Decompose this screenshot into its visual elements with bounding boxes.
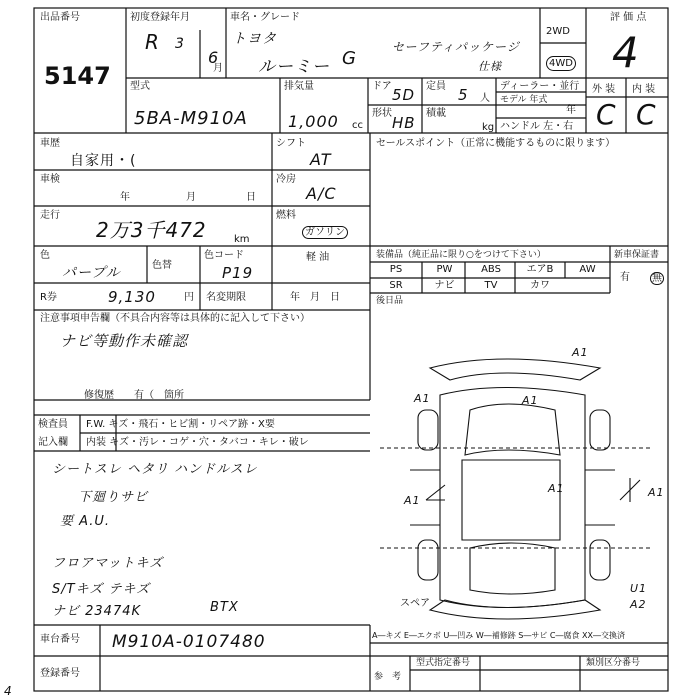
chassis-label: 車台番号 <box>40 634 80 645</box>
shift: AT <box>310 150 332 169</box>
damage-mark: A1 <box>414 392 431 405</box>
interior-damage-row: 内装 キズ・汚レ・コゲ・穴・タバコ・キレ・破レ <box>86 437 309 448</box>
equipment-item: カワ <box>530 280 550 291</box>
usage-label: 車歴 <box>40 138 60 149</box>
damage-mark: U1 <box>630 582 648 595</box>
ac-label: 冷房 <box>276 174 296 185</box>
inspector-note: BTX <box>210 600 239 615</box>
damage-mark: A1 <box>548 482 565 495</box>
mileage: 2万3千472 <box>96 218 207 242</box>
package-note: 仕様 <box>478 60 502 73</box>
car-name-label: 車名・グレード <box>230 12 300 23</box>
year-unit: 年 <box>566 105 576 116</box>
equipment-item: PW <box>436 264 453 275</box>
score-label: 評 価 点 <box>610 12 647 23</box>
fuel-label: 燃料 <box>276 210 296 221</box>
damage-mark: A2 <box>630 598 647 611</box>
color: パープル <box>62 265 121 281</box>
handle-label: ハンドル 左・右 <box>500 121 574 132</box>
damage-mark: A1 <box>648 486 665 499</box>
damage-mark: A1 <box>522 394 539 407</box>
fuel-gasoline: ガソリン <box>302 226 348 239</box>
chassis-number: M910A-0107480 <box>112 632 266 652</box>
load-unit: kg <box>482 122 495 133</box>
inspector-note: シートスレ ヘタリ ハンドルスレ <box>52 462 258 477</box>
transfer-units: 年 月 日 <box>290 292 340 303</box>
package: セーフティパッケージ <box>392 40 520 54</box>
damage-legend: A―キズ E―エクボ U―凹み W―補修跡 S―サビ C―腐食 XX―交換済 <box>372 631 626 640</box>
color-label: 色 <box>40 250 50 261</box>
damage-mark: A1 <box>572 346 589 359</box>
category-label: 類別区分番号 <box>586 658 641 668</box>
recycle-yen: 円 <box>184 292 194 303</box>
drive-2wd: 2WD <box>546 26 570 37</box>
corner-mark: 4 <box>4 684 13 698</box>
transfer-label: 名変期限 <box>206 292 246 303</box>
equipment-item: SR <box>389 280 403 291</box>
grade: G <box>342 48 357 69</box>
interior-label: 内 装 <box>632 84 656 95</box>
recycle-amount: 9,130 <box>108 288 156 306</box>
equipment-item: ABS <box>481 264 501 275</box>
shaken-label: 車検 <box>40 174 60 185</box>
lot-no-label: 出品番号 <box>40 12 80 23</box>
doors: 5D <box>392 86 416 104</box>
capacity-label: 定員 <box>426 81 446 92</box>
exterior-damage-row: F.W. キズ・飛石・ヒビ割・リペア跡・X要 <box>86 419 275 430</box>
shaken-day-unit: 日 <box>246 192 256 203</box>
displacement-label: 排気量 <box>284 81 314 92</box>
equipment-item: TV <box>484 280 498 291</box>
shape: HB <box>392 114 416 132</box>
exterior-grade: C <box>596 98 617 131</box>
lot-number: 5147 <box>44 62 111 90</box>
notes-text: ナビ等動作未確認 <box>60 332 189 350</box>
inspector-note: S/Tキズ テキズ <box>52 582 151 597</box>
reference-label: 参 考 <box>374 672 402 682</box>
first-reg-era: R <box>145 30 160 54</box>
overall-score: 4 <box>612 28 640 77</box>
displacement: 1,000 <box>288 112 339 131</box>
equipment-item: PS <box>389 264 403 275</box>
displacement-unit: cc <box>352 120 363 131</box>
model-code-label: 型式 <box>130 81 150 92</box>
doors-label: ドア <box>372 81 392 92</box>
month-suffix: 月 <box>213 63 223 74</box>
equipment-label: 装備品（純正品に限り○をつけて下さい） <box>376 250 546 260</box>
shaken-month-unit: 月 <box>186 192 196 203</box>
entry-label: 記入欄 <box>38 437 68 448</box>
interior-grade: C <box>636 98 657 131</box>
ac: A/C <box>306 184 337 203</box>
inspector-note: ナビ 23474K <box>52 604 142 619</box>
inspector-note: 下廻りサビ <box>78 490 149 505</box>
first-reg-month: 6 <box>208 48 220 67</box>
inspector-note: 要 A.U. <box>60 514 111 529</box>
shape-label: 形状 <box>372 108 392 119</box>
exterior-label: 外 装 <box>592 84 616 95</box>
color-code-label: 色コード <box>204 250 244 261</box>
repair-label: 修復歴 有（ 箇所 <box>84 390 184 401</box>
mileage-label: 走行 <box>40 210 60 221</box>
equipment-item: AW <box>579 264 596 275</box>
fuel-diesel: 軽 油 <box>306 252 330 263</box>
model-code: 5BA-M910A <box>134 108 248 129</box>
after-items-label: 後日品 <box>376 296 404 306</box>
sales-point-label: セールスポイント（正常に機能するものに限ります） <box>376 138 616 149</box>
first-reg-year: 3 <box>175 36 185 52</box>
usage: 自家用・( <box>70 153 137 169</box>
damage-mark: A1 <box>404 494 421 507</box>
dealer-label: ディーラー・並行 <box>500 81 580 92</box>
equipment-item: エアB <box>526 264 554 275</box>
registration-label: 登録番号 <box>40 668 80 679</box>
load-label: 積載 <box>426 108 446 119</box>
model-year-label: モデル 年式 <box>500 95 548 105</box>
notes-label: 注意事項申告欄（不具合内容等は具体的に記入して下さい） <box>40 313 310 324</box>
drive-4wd: 4WD <box>546 56 576 71</box>
color-change-label: 色替 <box>152 260 172 271</box>
inspector-note: フロアマットキズ <box>52 556 164 571</box>
mileage-unit: km <box>234 234 250 245</box>
warranty-yes: 有 <box>620 272 630 283</box>
spare-label: スペア <box>400 598 430 609</box>
warranty-no: 無 <box>652 273 662 284</box>
shaken-year-unit: 年 <box>120 192 130 203</box>
shift-label: シフト <box>276 138 306 149</box>
capacity: 5 <box>458 86 469 104</box>
capacity-unit: 人 <box>480 93 490 104</box>
recycle-label: R券 <box>40 292 57 303</box>
color-code: P19 <box>222 264 254 282</box>
inspector-label: 検査員 <box>38 419 68 430</box>
type-designation-label: 型式指定番号 <box>416 658 471 668</box>
equipment-item: ナビ <box>434 280 455 291</box>
maker: トヨタ <box>232 31 277 47</box>
first-reg-label: 初度登録年月 <box>130 12 190 23</box>
model-name: ルーミー <box>258 57 330 77</box>
warranty-label: 新車保証書 <box>614 250 660 260</box>
